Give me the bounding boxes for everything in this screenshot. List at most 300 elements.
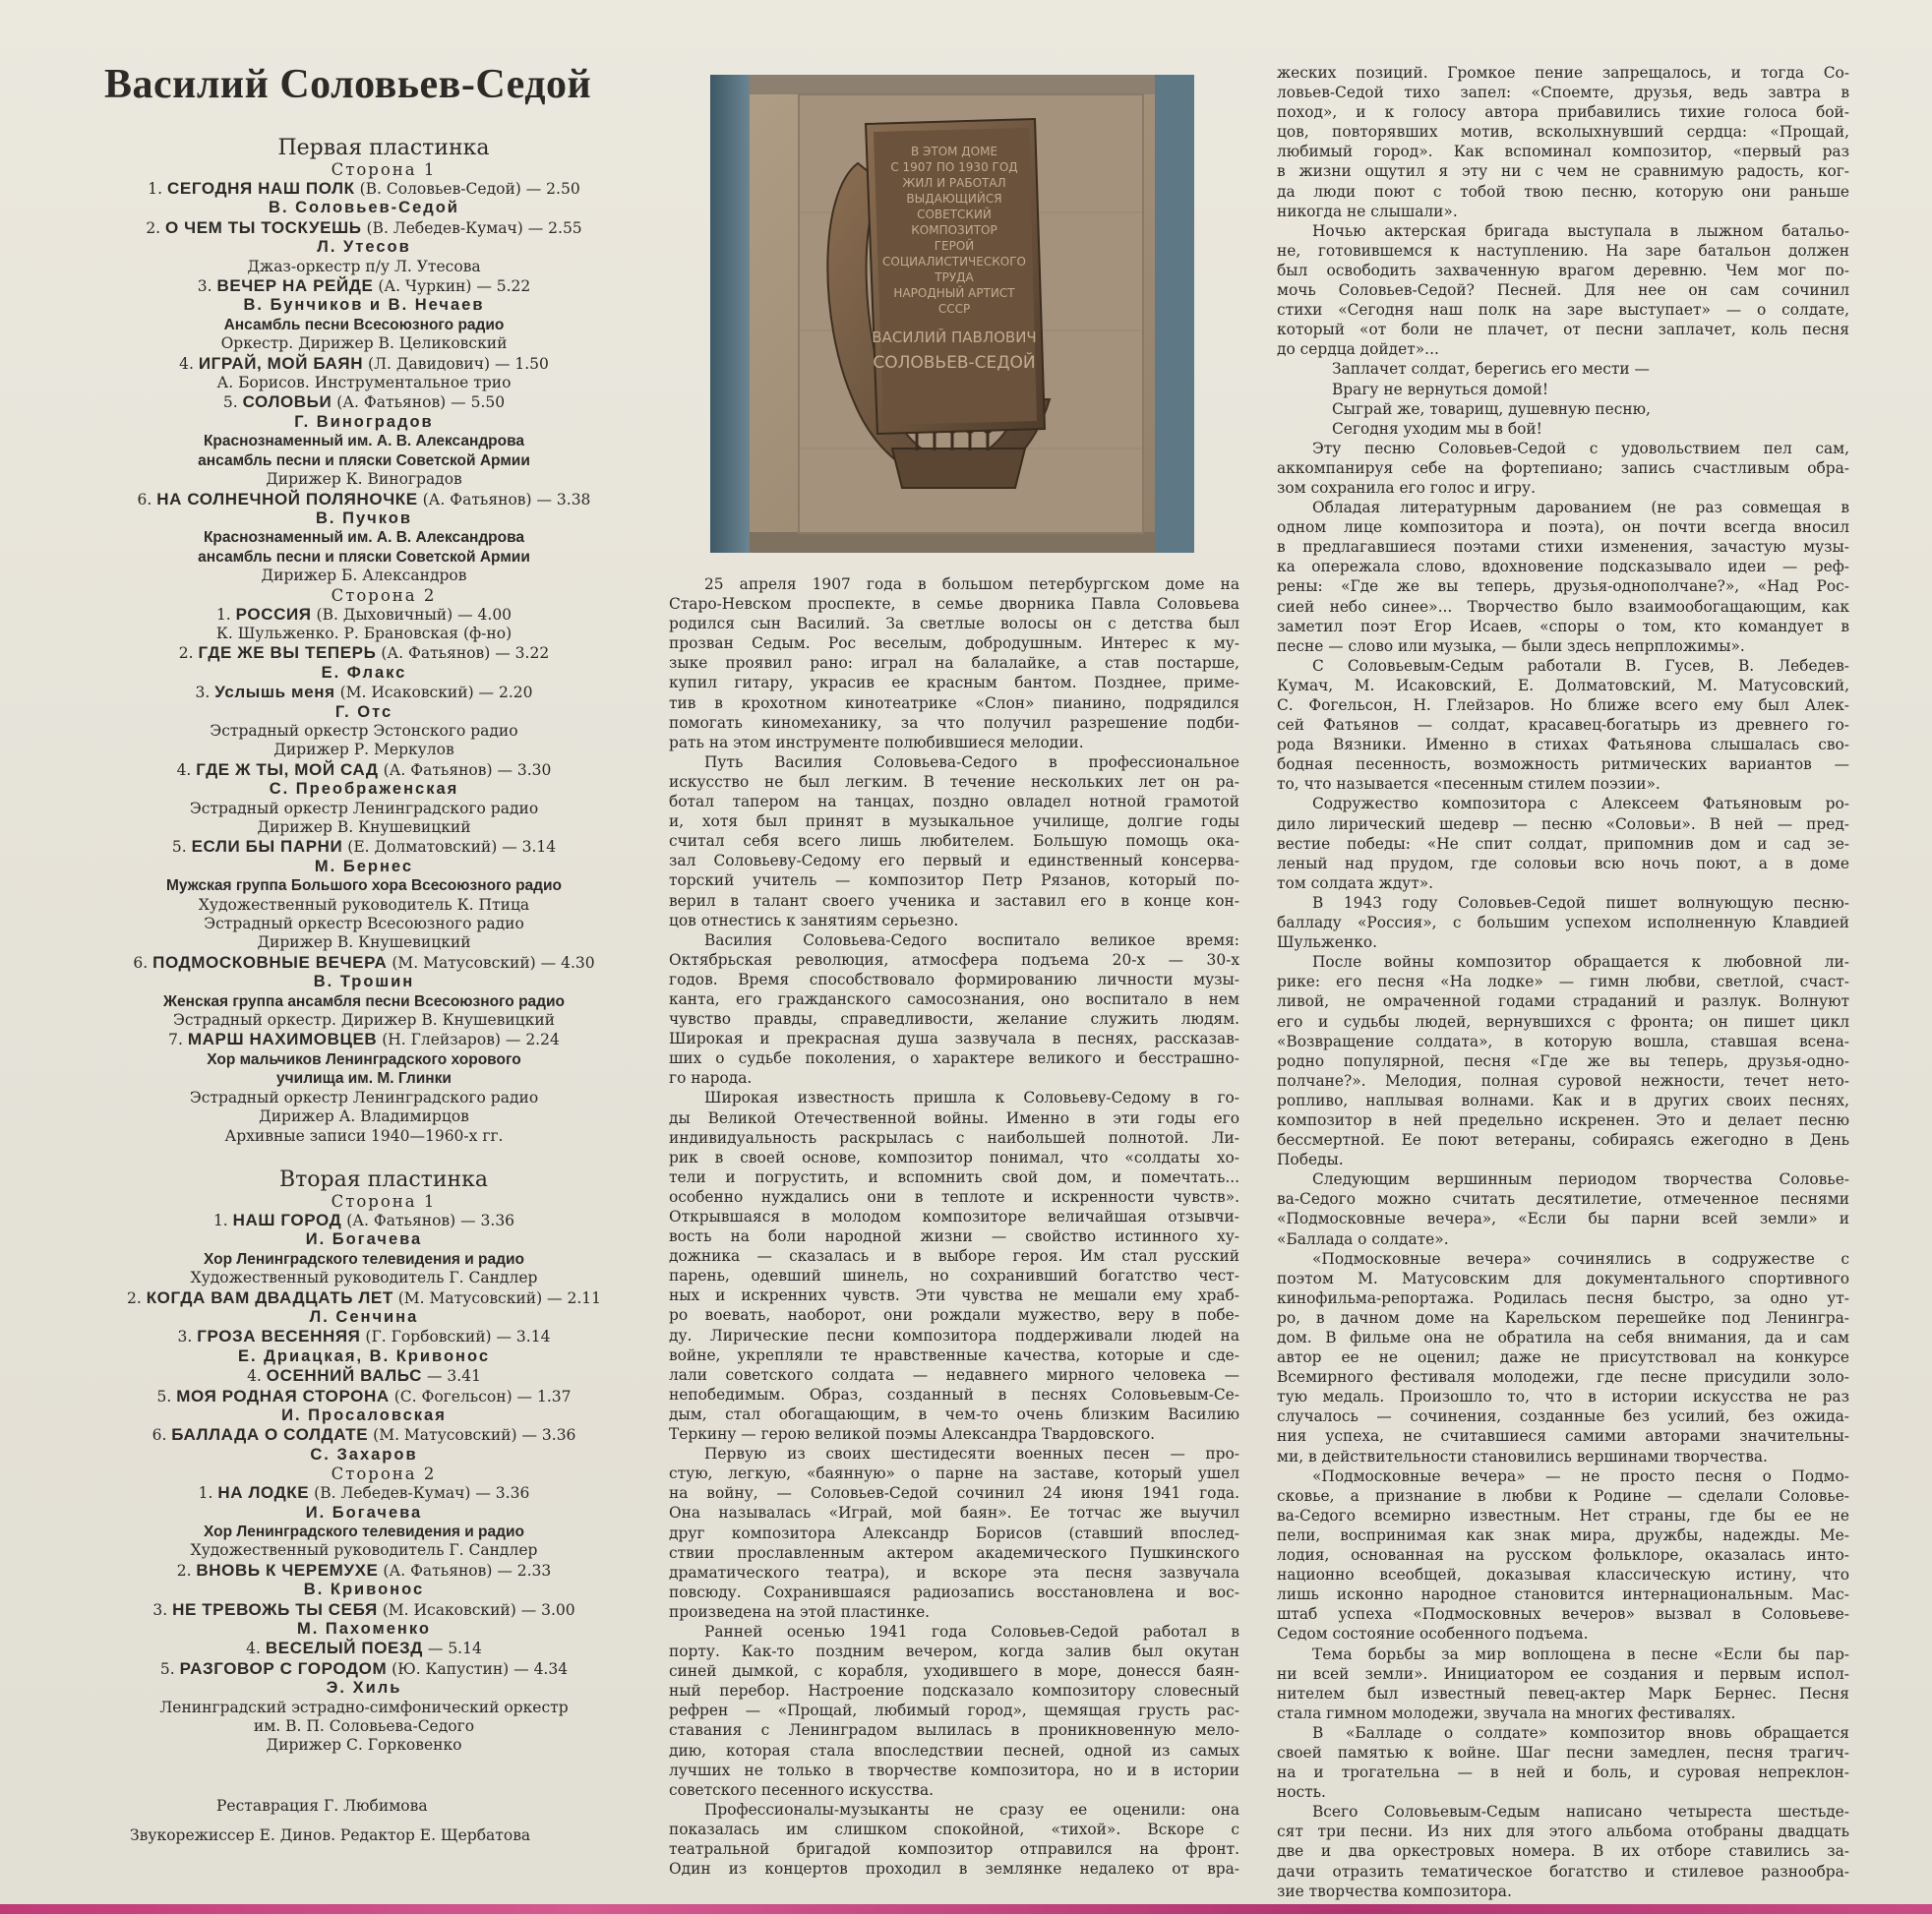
- track-name: НА ЛОДКЕ: [217, 1483, 310, 1503]
- track-line: [79, 1327, 649, 1346]
- ensemble-line: Дирижер В. Кнушевицкий: [257, 818, 471, 836]
- text-line: синей дымкой, с корабля, уходившего в море, донесся баян-: [669, 1662, 1239, 1681]
- tracklist-column: [79, 61, 649, 1850]
- performer-name: В. Бунчиков и В. Нечаев: [243, 296, 485, 315]
- text-line: зие творчества композитора.: [1277, 1882, 1512, 1900]
- text-line: ропливо, наплывая волнами. Как и в других своих песнях,: [1277, 1091, 1849, 1109]
- text-line: Следующим вершинным периодом творчества Соловье-: [1312, 1170, 1849, 1189]
- track-line: [79, 1639, 649, 1658]
- text-line: ливой, не омраченной годами страданий и разлук. Волнуют: [1277, 992, 1849, 1011]
- text-line: дило лирический шедевр — песню «Соловьи». В ней — пред-: [1277, 814, 1849, 833]
- track-name: О ЧЕМ ТЫ ТОСКУЕШЬ: [165, 217, 362, 237]
- ensemble-line: Архивные записи 1940—1960-х гг.: [224, 1126, 504, 1145]
- text-line: «Подмосковные вечера», «Если бы парни всей земли» и: [1277, 1210, 1849, 1228]
- text-line: С Соловьевым-Седым работали В. Гусев, В. Лебедев-: [1312, 656, 1849, 675]
- performer-name: С. Преображенская: [269, 780, 459, 799]
- track-name: ПОДМОСКОВНЫЕ ВЕЧЕРА: [152, 952, 388, 972]
- track-number: 2.: [178, 644, 199, 663]
- track-number: 3.: [152, 1600, 173, 1619]
- ensemble-line: К. Шульженко. Р. Брановская (ф-но): [215, 624, 513, 642]
- text-line: дым, стал обогащающим, в чем-то очень близким Василию: [669, 1405, 1239, 1423]
- text-line: никогда не слышали».: [1277, 202, 1458, 220]
- text-line: ду. Лирические песни композитора поддерживали людей на: [669, 1326, 1239, 1345]
- text-line: который «от боли не плачет, от песни заплачет, коль песня: [1277, 321, 1849, 339]
- text-line: «Возвращение солдата», в которую вошла, ставшая всена-: [1277, 1032, 1849, 1050]
- ensemble-line: Краснознаменный им. А. В. Александрова: [203, 529, 525, 547]
- text-line: кинофильма-репортажа. Родилась песня быстро, за одно ут-: [1277, 1288, 1849, 1307]
- text-line: ни всей земли». Инициатором ее создания и первым испол-: [1277, 1664, 1849, 1683]
- track-number: 3.: [197, 277, 217, 296]
- text-line: парень, одевший шинель, но сохранивший богатство чест-: [669, 1267, 1239, 1286]
- track-number: 2.: [176, 1561, 197, 1580]
- ensemble-line: Дирижер К. Виноградов: [266, 470, 462, 489]
- credit-restoration: Реставрация Г. Любимова: [216, 1796, 428, 1815]
- verse-line: Заплачет солдат, берегись его мести —: [1332, 360, 1650, 379]
- track-number: 4.: [247, 1367, 267, 1386]
- text-line: Профессионалы-музыканты не сразу ее оценили: она: [704, 1800, 1239, 1819]
- text-line: автор ее не оценил; даже не присутствовал на конкурсе: [1277, 1348, 1849, 1367]
- text-line: помогать киномеханику, за что получил разрешение подби-: [669, 713, 1239, 732]
- text-line: ды Великой Отечественной войны. Именно в эти годы его: [669, 1108, 1239, 1127]
- text-line: то, что называется «песенным стилем поэзии».: [1277, 775, 1660, 794]
- track-name: ГДЕ Ж ТЫ, МОЙ САД: [196, 759, 379, 779]
- track-name: МАРШ НАХИМОВЦЕВ: [187, 1030, 378, 1049]
- track-number: 1.: [212, 1211, 233, 1229]
- track-number: 2.: [126, 1288, 147, 1307]
- ensemble-line: Дирижер Р. Меркулов: [273, 741, 454, 759]
- text-line: Она называлась «Играй, мой баян». Ее тотчас же выучил: [669, 1504, 1239, 1523]
- text-line: Седом состояние особенного подъема.: [1277, 1625, 1589, 1644]
- text-line: на войну, — Соловьев-Седой сочинил 24 июня 1941 года.: [669, 1484, 1239, 1503]
- text-line: ствии прославленным актером академического Пушкинского: [669, 1543, 1239, 1562]
- ensemble-line: Эстрадный оркестр Всесоюзного радио: [204, 915, 524, 933]
- track-meta: (М. Матусовский) — 2.11: [392, 1288, 601, 1307]
- track-meta: (А. Фатьянов) — 5.50: [332, 393, 506, 412]
- text-line: Широкая известность пришла к Соловьеву-Седому в го-: [704, 1089, 1239, 1107]
- text-line: ва-Седого всемирно известным. Нет страны, где бы ее не: [1277, 1506, 1849, 1525]
- track-meta: (С. Фогельсон) — 1.37: [389, 1387, 572, 1406]
- performer-line: [79, 858, 649, 876]
- text-line: Тема борьбы за мир воплощена в песне «Если бы пар-: [1312, 1645, 1849, 1663]
- performer-name: С. Захаров: [310, 1445, 418, 1464]
- performer-name: В. Соловьев-Седой: [269, 199, 459, 217]
- track-line: [79, 1387, 649, 1406]
- track-meta: (А. Фатьянов) — 3.38: [417, 490, 591, 508]
- text-line: В 1943 году Соловьев-Седой пишет волнующую песню-: [1312, 893, 1849, 912]
- text-line: В «Балладе о солдате» композитор вновь обращается: [1312, 1723, 1849, 1742]
- performer-name: В. Пучков: [316, 508, 412, 527]
- performer-name: М. Бернес: [314, 857, 414, 875]
- text-line: торский учитель — композитор Петр Рязанов, который по-: [669, 871, 1239, 890]
- text-line: Всемирного фестиваля молодежи, где песне присудили золо-: [1277, 1368, 1849, 1387]
- verse-line: Врагу не вернуться домой!: [1332, 380, 1549, 398]
- track-line: [79, 760, 649, 780]
- performer-name: И. Просаловская: [281, 1406, 447, 1424]
- performer-line: [79, 509, 649, 528]
- text-line: сией небо синее»... Творчество было взаимообогащающим, как: [1277, 597, 1849, 616]
- ensemble-line: училища им. М. Глинки: [276, 1070, 452, 1088]
- track-meta: (М. Исаковский) — 3.00: [377, 1600, 575, 1619]
- plaque-inscription-line: СОЦИАЛИСТИЧЕСКОГО: [882, 255, 1026, 269]
- song-verse: [1277, 359, 1849, 438]
- text-line: годов. Время способствовало формированию личности музы-: [669, 970, 1239, 988]
- text-line: национно всеобщей, доказывая классическую истину, что: [1277, 1566, 1849, 1585]
- text-line: повсюду. Сохранившаяся радиозапись восстановлена и вос-: [669, 1583, 1239, 1601]
- track-name: БАЛЛАДА О СОЛДАТЕ: [171, 1425, 369, 1445]
- text-line: Старо-Невском проспекте, в семье дворника Павла Соловьева: [669, 595, 1239, 614]
- performer-name: Г. Отс: [334, 702, 393, 721]
- plaque-image: [710, 75, 1194, 553]
- text-line: полчане?». Мелодия, полная суровой нежности, течет нето-: [1277, 1071, 1849, 1090]
- performer-line: [79, 296, 649, 315]
- text-line: вость на боли народной жизни — свойство истинного ху-: [669, 1227, 1239, 1246]
- text-line: мочь Соловьев-Седой? Песней. Для нее он сам сочинил: [1277, 281, 1849, 300]
- track-line: [79, 1483, 649, 1503]
- track-meta: — 5.14: [422, 1640, 482, 1658]
- track-name: ОСЕННИЙ ВАЛЬС: [266, 1366, 423, 1386]
- track-line: [79, 1659, 649, 1679]
- text-line: прозван Седым. Рос веселым, добродушным. Интерес к му-: [669, 634, 1239, 653]
- ensemble-line: Эстрадный оркестр Эстонского радио: [210, 721, 518, 740]
- track-number: 1.: [148, 180, 168, 198]
- performer-line: [79, 1504, 649, 1523]
- performer-name: Л. Утесов: [317, 238, 411, 257]
- track-line: [79, 490, 649, 509]
- text-line: Широкая и прекрасная душа зазвучала в песнях, рассказав-: [669, 1030, 1239, 1048]
- text-line: показалась им слишком спокойной, «тихой». Вскоре с: [669, 1820, 1239, 1838]
- plaque-inscription-line: ЖИЛ И РАБОТАЛ: [902, 176, 1006, 190]
- biography-column-middle: [669, 574, 1239, 1879]
- plaque-inscription-line: ГЕРОЙ: [934, 239, 975, 253]
- text-line: советского песенного искусства.: [669, 1780, 935, 1799]
- track-name: НА СОЛНЕЧНОЙ ПОЛЯНОЧКЕ: [156, 489, 418, 508]
- track-line: [79, 1030, 649, 1049]
- text-line: в предлагавшиеся поэтами стихи изменения, зачастую музы-: [1277, 538, 1849, 557]
- text-line: индивидуальность раскрылась с наибольшей полнотой. Ли-: [669, 1128, 1239, 1147]
- track-name: ЕСЛИ БЫ ПАРНИ: [191, 837, 343, 857]
- text-line: театральной бригадой композитор отправился на фронт.: [669, 1840, 1239, 1858]
- track-meta: (М. Матусовский) — 3.36: [368, 1426, 576, 1445]
- text-line: рефрен — «Прощай, любимый город», щемящая грусть рас-: [669, 1702, 1239, 1720]
- text-line: друг композитора Александр Борисов (ставший впослед-: [669, 1524, 1239, 1542]
- plaque-inscription-line: СССР: [937, 302, 971, 316]
- track-meta: (Ю. Капустин) — 4.34: [387, 1659, 569, 1678]
- track-number: 6.: [133, 953, 153, 972]
- ensemble-line: Дирижер А. Владимирцов: [259, 1107, 469, 1126]
- track-number: 1.: [198, 1484, 218, 1503]
- track-number: 7.: [168, 1031, 188, 1049]
- text-line: Кумач, М. Исаковский, Е. Долматовский, М. Матусовский,: [1277, 676, 1849, 694]
- text-line: дом. В фильме она не обратила на себя внимания, да и сам: [1277, 1329, 1849, 1346]
- track-name: СЕГОДНЯ НАШ ПОЛК: [167, 179, 355, 198]
- text-line: «Баллада о солдате».: [1277, 1229, 1449, 1248]
- text-line: сят три песни. Из них для этого альбома отобраны двадцать: [1277, 1823, 1849, 1841]
- text-line: 25 апреля 1907 года в большом петербургском доме на: [704, 575, 1239, 593]
- performer-line: [79, 664, 649, 683]
- performer-line: [79, 1446, 649, 1465]
- text-line: тую медаль. Произошло то, что в истории искусства не раз: [1277, 1388, 1849, 1406]
- track-number: 3.: [195, 684, 215, 702]
- text-line: лодия, основанная на русском фольклоре, оказалась инто-: [1277, 1546, 1849, 1565]
- track-meta: (А. Фатьянов) — 3.30: [378, 760, 552, 779]
- verse-line: Сыграй же, товарищ, душевную песню,: [1332, 399, 1651, 418]
- text-line: стихи «Сегодня наш полк на заре выступает» — о солдате,: [1277, 301, 1849, 320]
- track-meta: (В. Лебедев-Кумач) — 3.36: [309, 1484, 530, 1503]
- text-line: рены: «Где же вы теперь, друзья-однополчане?», «Над Рос-: [1277, 577, 1849, 596]
- track-number: 4.: [246, 1640, 266, 1658]
- ensemble-line: Хор Ленинградского телевидения и радио: [204, 1524, 524, 1540]
- track-line: [79, 392, 649, 412]
- record-title: Первая пластинка: [277, 136, 490, 160]
- track-line: [79, 1366, 649, 1386]
- text-line: ных и искренних чувств. Эти чувства не мешали ему храб-: [669, 1286, 1239, 1305]
- record-title: Вторая пластинка: [278, 1166, 489, 1192]
- text-line: Василия Соловьева-Седого воспитало великое время:: [704, 930, 1239, 949]
- text-line: стала гимном молодежи, звучала на многих фестивалях.: [1277, 1704, 1736, 1722]
- text-line: ми, в действительности становились вершинами творчества.: [1277, 1447, 1768, 1465]
- text-line: особенно нуждались они в теплоте и искренности чувств».: [669, 1187, 1239, 1206]
- ensemble-line: Дирижер С. Горковенко: [266, 1736, 462, 1755]
- text-line: Октябрьская революция, атмосфера подъема 20-х — 30-х: [669, 950, 1239, 969]
- ensemble-line: Художественный руководитель Г. Сандлер: [190, 1541, 538, 1560]
- text-line: заметил поэт Егор Исаев, «споры о том, кто командует в: [1277, 617, 1849, 635]
- text-line: бодная песенность, возможность ритмических вариантов —: [1277, 755, 1849, 774]
- track-name: СОЛОВЬИ: [242, 392, 332, 412]
- text-line: чувство правды, справедливости, желание служить людям.: [669, 1010, 1239, 1029]
- text-line: его и судьбы людей, вернувшихся с фронта; он пишет цикл: [1277, 1012, 1849, 1031]
- performer-name: В. Трошин: [313, 973, 415, 991]
- text-line: дачи отразить тематическое богатство и стилевое разнообра-: [1277, 1862, 1849, 1881]
- text-line: Ночью актерская бригада выступала в лыжном батальо-: [1312, 221, 1849, 240]
- performer-line: [79, 238, 649, 257]
- text-line: своей памятью к войне. Шаг песни замедлен, песня трагич-: [1277, 1743, 1849, 1762]
- track-meta: (В. Лебедев-Кумач) — 2.55: [361, 218, 582, 237]
- track-line: [79, 683, 649, 702]
- track-number: 3.: [177, 1328, 198, 1346]
- performer-name: И. Богачева: [305, 1230, 423, 1249]
- text-line: произведена на этой пластинке.: [669, 1602, 931, 1621]
- side-title: Сторона 2: [331, 1465, 437, 1484]
- performer-line: [79, 780, 649, 799]
- track-line: [79, 1561, 649, 1581]
- track-line: [79, 276, 649, 296]
- track-number: 1.: [215, 605, 236, 624]
- track-name: РАЗГОВОР С ГОРОДОМ: [179, 1658, 388, 1678]
- performer-name: Е. Флакс: [321, 663, 407, 682]
- track-name: ИГРАЙ, МОЙ БАЯН: [198, 353, 364, 373]
- ensemble-line: Джаз-оркестр п/у Л. Утесова: [247, 257, 481, 275]
- text-line: Победы.: [1277, 1151, 1344, 1169]
- performer-line: [79, 1406, 649, 1425]
- text-line: рик в своей основе, композитор понимал, что «солдаты хо-: [669, 1148, 1239, 1166]
- text-line: ботал тапером на танцах, поздно овладел нотной грамотой: [669, 793, 1239, 811]
- track-meta: (Л. Давидович) — 1.50: [363, 354, 549, 373]
- text-line: ность.: [1277, 1783, 1326, 1802]
- text-line: Всего Соловьевым-Седым написано четыреста шестьде-: [1312, 1803, 1849, 1822]
- text-line: стую, легкую, «баянную» о парне на заставе, который ушел: [669, 1465, 1239, 1483]
- track-line: [79, 953, 649, 973]
- text-line: порту. Как-то поздним вечером, когда залив был окутан: [669, 1643, 1239, 1661]
- track-number: 6.: [151, 1426, 172, 1445]
- ensemble-line: Художественный руководитель К. Птица: [198, 895, 530, 914]
- performer-line: [79, 1230, 649, 1249]
- text-line: тив в крохотном кинотеатрике «Слон» пианино, подрядился: [669, 693, 1239, 712]
- track-line: [79, 643, 649, 663]
- text-line: купил гитару, украсив ее красным бантом. Позднее, приме-: [669, 674, 1239, 692]
- text-line: канта, его гражданского самосознания, оно воспитало в нем: [669, 989, 1239, 1008]
- text-line: ловьев-Седой тихо запел: «Споемте, друзья, ведь завтра в: [1277, 84, 1849, 102]
- text-line: песне — слово или музыка, — были здесь непрпложимы».: [1277, 636, 1745, 655]
- text-line: Первую из своих шестидесяти военных песен — про-: [704, 1445, 1239, 1464]
- text-line: поэтом М. Матусовским для документального спортивного: [1277, 1269, 1849, 1287]
- text-line: пели, воспринимая как знак мира, дружбы, надежды. Ме-: [1277, 1525, 1849, 1544]
- records-list: [79, 136, 649, 1756]
- track-meta: (А. Фатьянов) — 2.33: [378, 1561, 552, 1580]
- text-line: непобедимым. Образ, созданный в песнях Соловьевым-Се-: [669, 1385, 1239, 1404]
- side-title: Сторона 1: [331, 1191, 437, 1211]
- ensemble-line: ансамбль песни и пляски Советской Армии: [198, 548, 530, 566]
- performer-line: [79, 1581, 649, 1599]
- track-line: [79, 1288, 649, 1308]
- performer-line: [79, 199, 649, 217]
- performer-line: [79, 703, 649, 722]
- text-line: рода Вязники. Именно в стихах Фатьянова слышалась сво-: [1277, 736, 1849, 754]
- text-line: случалось — сочинения, созданные без усилий, без ожида-: [1277, 1407, 1849, 1426]
- ensemble-line: ансамбль песни и пляски Советской Армии: [198, 451, 530, 469]
- text-line: зал Соловьеву-Седому его первый и единственный консерва-: [669, 852, 1239, 870]
- text-line: лишь исконно народное становится интернациональным. Мас-: [1277, 1585, 1849, 1604]
- track-meta: (А. Фатьянов) — 3.22: [376, 644, 550, 663]
- plaque-inscription-line: С 1907 ПО 1930 ГОД: [890, 160, 1018, 174]
- text-line: считал себя всего лишь любителем. Большую помощь ока-: [669, 832, 1239, 851]
- text-line: Путь Василия Соловьева-Седого в профессиональное: [704, 752, 1239, 771]
- credit-engineer: Звукорежиссер Е. Динов. Редактор Е. Щербатова: [130, 1825, 531, 1844]
- biography-text-right-top: [1277, 63, 1849, 359]
- side-title: Сторона 1: [331, 160, 437, 179]
- text-line: одном лице композитора и поэта), он почти всегда вносил: [1277, 518, 1849, 537]
- text-line: Ранней осенью 1941 года Соловьев-Седой работал в: [704, 1622, 1239, 1641]
- text-line: сей Фатьянов — солдат, красавец-богатырь из древнего го-: [1277, 716, 1849, 735]
- track-line: [79, 1211, 649, 1230]
- plaque-inscription-line: В ЭТОМ ДОМЕ: [910, 145, 998, 158]
- text-line: ро воевать, наоборот, они рождали мужество, веру в побе-: [669, 1306, 1239, 1325]
- track-meta: (М. Матусовский) — 4.30: [387, 953, 595, 972]
- track-meta: (Г. Горбовский) — 3.14: [360, 1328, 551, 1346]
- text-line: зыке проявил рано: играл на балалайке, а став постарше,: [669, 654, 1239, 673]
- ensemble-line: Художественный руководитель Г. Сандлер: [190, 1269, 538, 1287]
- text-line: С. Фогельсон, Н. Глейзаров. Но ближе всего ему был Алек-: [1277, 696, 1849, 714]
- text-line: ный перебор. Настроение подсказало композитору словесный: [669, 1682, 1239, 1701]
- text-line: цов, повторявших мотив, всколыхнувший сердца: «Прощай,: [1277, 123, 1849, 142]
- ensemble-line: Дирижер В. Кнушевицкий: [257, 933, 471, 952]
- ensemble-line: Эстрадный оркестр Ленинградского радио: [189, 799, 539, 817]
- text-line: тели и погрустить, и вспомнить свой дом, и помечтать...: [669, 1167, 1239, 1186]
- text-line: родился сын Василий. За светлые волосы он с детства был: [669, 615, 1239, 633]
- track-line: [79, 354, 649, 374]
- track-line: [79, 179, 649, 199]
- ensemble-line: Краснознаменный им. А. В. Александрова: [203, 433, 525, 450]
- track-line: [79, 1425, 649, 1445]
- track-name: Услышь меня: [214, 683, 335, 702]
- plaque-inscription-line: КОМПОЗИТОР: [911, 223, 997, 237]
- text-line: штаб успеха «Подмосковных вечеров» вызвал в Соловьеве-: [1277, 1605, 1849, 1624]
- plaque-inscription-line: ТРУДА: [935, 270, 974, 284]
- track-number: 6.: [137, 490, 157, 508]
- ensemble-line: Дирижер Б. Александров: [261, 567, 467, 585]
- track-name: МОЯ РОДНАЯ СТОРОНА: [176, 1386, 390, 1406]
- text-line: до сердца дойдет»...: [1277, 340, 1439, 359]
- biography-text-middle: [669, 574, 1239, 1879]
- performer-name: М. Пахоменко: [296, 1620, 432, 1639]
- text-line: леный над прудом, где соловьи всю ночь поют, а в доме: [1277, 854, 1849, 872]
- track-line: [79, 1600, 649, 1620]
- plaque-inscription-line: ВЫДАЮЩИЙСЯ: [906, 192, 1002, 206]
- text-line: был освободить захваченную врагом деревню. Чем мог по-: [1277, 261, 1849, 279]
- track-line: [79, 218, 649, 238]
- performer-name: Л. Сенчина: [309, 1307, 419, 1326]
- text-line: на и трогательна — в ней и боль, и суровая непреклон-: [1277, 1764, 1849, 1782]
- track-name: НЕ ТРЕВОЖЬ ТЫ СЕБЯ: [172, 1599, 378, 1619]
- text-line: любимый город». Как вспоминал композитор, «первый раз: [1277, 143, 1849, 161]
- track-name: ГРОЗА ВЕСЕННЯЯ: [197, 1327, 361, 1346]
- text-line: «Подмосковные вечера» сочинялись в содружестве с: [1312, 1249, 1849, 1268]
- track-meta: (А. Чуркин) — 5.22: [373, 277, 531, 296]
- track-meta: (В. Соловьев-Седой) — 2.50: [354, 180, 580, 198]
- performer-line: [79, 1620, 649, 1639]
- text-line: ро, в дачном доме на Карельском перешейке под Ленингра-: [1277, 1308, 1849, 1327]
- ensemble-line: Хор мальчиков Ленинградского хорового: [207, 1050, 521, 1068]
- text-line: ва-Седого можно считать десятилетие, отмеченное песнями: [1277, 1190, 1849, 1209]
- performer-line: [79, 413, 649, 432]
- text-line: Шульженко.: [1277, 933, 1378, 952]
- plaque-inscription-line: ВАСИЛИЙ ПАВЛОВИЧ: [872, 329, 1037, 346]
- text-line: верил в талант своего ученика и заставил его в конце кон-: [669, 891, 1239, 910]
- text-line: поход», и к голосу автора прибавились тихие голоса бой-: [1277, 103, 1849, 122]
- track-number: 5.: [222, 393, 243, 412]
- track-name: ВЕСЕЛЫЙ ПОЕЗД: [265, 1639, 423, 1658]
- text-line: ния успеха, не считавшиеся самими авторами значительны-: [1277, 1427, 1849, 1446]
- text-line: дожника — сказалась и в выборе героя. Им стал русский: [669, 1247, 1239, 1266]
- ensemble-line: Ансамбль песни Всесоюзного радио: [223, 316, 505, 333]
- track-name: КОГДА ВАМ ДВАДЦАТЬ ЛЕТ: [146, 1287, 393, 1307]
- performer-line: [79, 1308, 649, 1327]
- text-line: жеских позиций. Громкое пение запрещалось, и тогда Со-: [1277, 64, 1849, 82]
- text-line: Обладая литературным дарованием (не раз совмещая в: [1312, 499, 1849, 517]
- track-line: [79, 837, 649, 857]
- biography-column-right: [1277, 63, 1849, 1901]
- text-line: зом сохранила его голос и игру.: [1277, 478, 1536, 497]
- track-number: 5.: [159, 1659, 180, 1678]
- text-line: Содружество композитора с Алексеем Фатьяновым ро-: [1312, 795, 1849, 813]
- ensemble-line: Эстрадный оркестр. Дирижер В. Кнушевицкий: [172, 1011, 555, 1030]
- ensemble-line: А. Борисов. Инструментальное трио: [216, 374, 512, 392]
- track-number: 5.: [171, 838, 192, 857]
- performer-name: Э. Хиль: [326, 1679, 402, 1698]
- text-line: драматического театра), и вскоре эта песня зазвучала: [669, 1563, 1239, 1582]
- performer-line: [79, 1347, 649, 1366]
- performer-name: Е. Дриацкая, В. Кривонос: [237, 1346, 491, 1365]
- text-line: Открывшаяся в молодом композиторе величайшая отзывчи-: [669, 1208, 1239, 1226]
- ensemble-line: Ленинградский эстрадно-симфонический оркестр: [159, 1698, 569, 1716]
- track-number: 2.: [146, 218, 166, 237]
- cover-edge: [0, 1904, 1932, 1914]
- text-line: После войны композитор обращается к любовной ли-: [1312, 953, 1849, 972]
- text-line: лучших не только в творчестве композитора, но и в истории: [669, 1761, 1239, 1779]
- text-line: балладу «Россия», с большим успехом исполненную Клавдией: [1277, 914, 1849, 932]
- biography-text-right-bottom: [1277, 439, 1849, 1901]
- text-line: искусство не был легким. В течение нескольких лет он ра-: [669, 772, 1239, 791]
- track-number: 4.: [179, 354, 199, 373]
